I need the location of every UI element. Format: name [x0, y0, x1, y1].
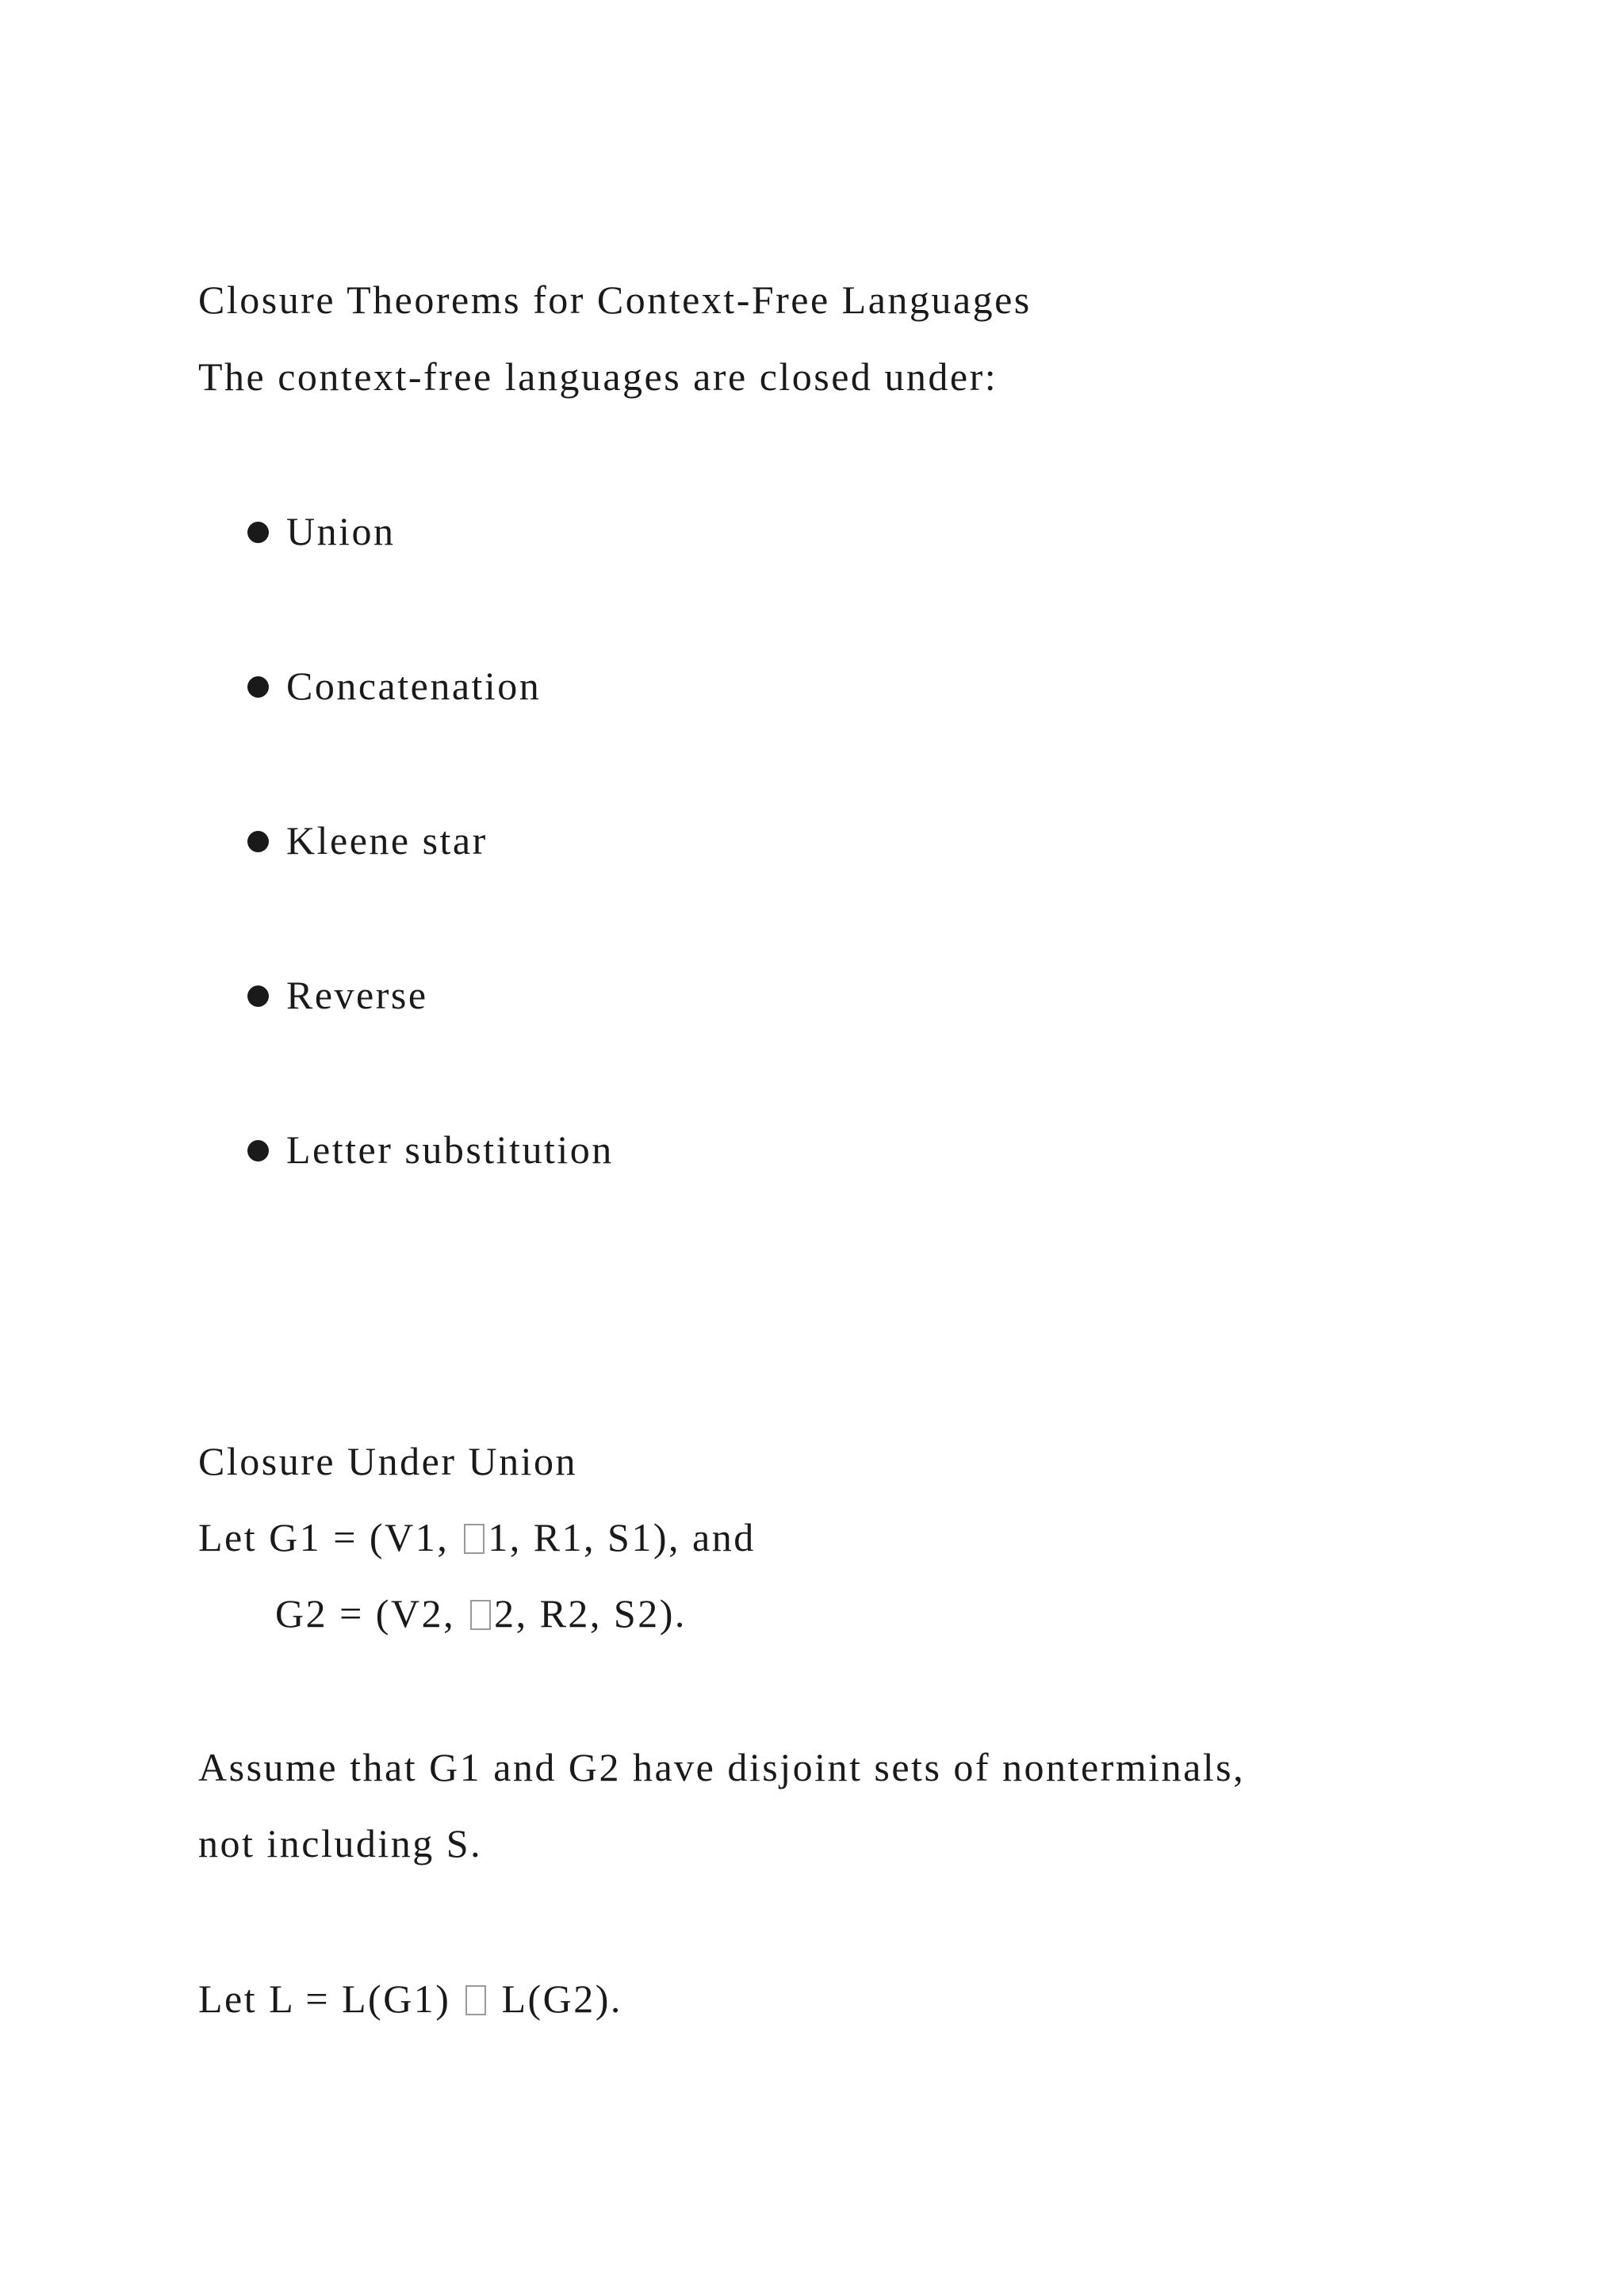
g1-text-start: Let G1 = (V1,	[198, 1515, 462, 1559]
grammar-g1-definition	[198, 1517, 756, 1557]
list-item	[247, 818, 488, 863]
section-heading-closure-union: Closure Under Union	[198, 1439, 577, 1483]
sigma-placeholder-icon	[464, 1524, 485, 1554]
list-item-label: Letter substitution	[286, 1127, 614, 1172]
section-heading-closure-theorems: Closure Theorems for Context-Free Languages	[198, 277, 1032, 322]
list-item-label: Concatenation	[286, 664, 542, 708]
list-item	[247, 666, 541, 706]
union-definition	[198, 1976, 622, 2021]
assumption-line-1: Assume that G1 and G2 have disjoint sets of nonterminals,	[198, 1745, 1246, 1789]
union-placeholder-icon	[465, 1985, 486, 2015]
bullet-icon	[247, 831, 269, 852]
union-text-start: Let L = L(G1)	[198, 1976, 463, 2021]
intro-text: The context-free languages are closed under:	[198, 354, 998, 399]
grammar-g2-definition	[275, 1591, 687, 1636]
sigma-placeholder-icon	[470, 1600, 491, 1630]
list-item	[247, 1127, 614, 1172]
union-text-end: L(G2).	[489, 1976, 622, 2021]
list-item	[247, 975, 428, 1015]
bullet-icon	[247, 676, 269, 698]
bullet-icon	[247, 985, 269, 1007]
g2-text-start: G2 = (V2,	[275, 1591, 468, 1636]
bullet-icon	[247, 1140, 269, 1161]
list-item-label: Reverse	[286, 973, 428, 1017]
g1-text-end: 1, R1, S1), and	[488, 1515, 756, 1559]
list-item-label: Kleene star	[286, 818, 488, 863]
bullet-icon	[247, 522, 269, 543]
list-item	[247, 511, 396, 551]
g2-text-end: 2, R2, S2).	[494, 1591, 687, 1636]
assumption-line-2: not including S.	[198, 1821, 483, 1866]
list-item-label: Union	[286, 509, 396, 553]
